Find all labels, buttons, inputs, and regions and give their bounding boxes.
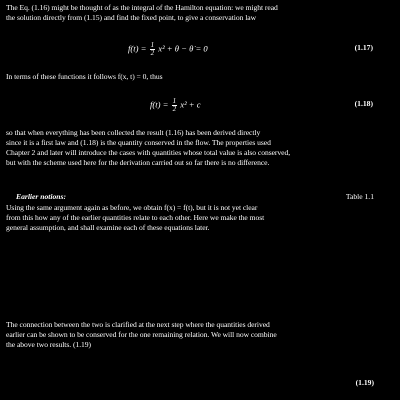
equation-2-fraction: [172, 98, 178, 113]
equation-2-number: (1.18): [354, 99, 373, 108]
equation-2-rest: x² + c: [180, 99, 201, 110]
paragraph-3-line-1: so that when everything has been collected the result (1.16) has been derived directly: [6, 128, 261, 137]
paragraph-3-line-3: Chapter 2 and later will introduce the cases with quantities whose total value is also conserved,: [6, 148, 291, 157]
equation-2-denominator: 2: [172, 105, 177, 113]
page-number: (1.19): [355, 378, 374, 387]
paragraph-4-line-3: general assumption, and shall examine each of these equations later.: [6, 223, 210, 232]
paragraph-1-line-1: The Eq. (1.16) might be thought of as the integral of the Hamilton equation: we might read: [6, 3, 278, 12]
equation-1-number: (1.17): [354, 43, 373, 52]
equation-1-numerator: 1: [150, 41, 155, 49]
paragraph-3-line-4: but with the scheme used here for the derivation carried out so far there is no difference.: [6, 158, 270, 167]
equation-2: [0, 94, 400, 114]
section-heading-title: Earlier notions:: [16, 192, 67, 201]
equation-1-denominator: 2: [150, 49, 155, 57]
equation-1-lhs: f(t) =: [128, 43, 147, 54]
paragraph-5-line-1: The connection between the two is clarified at the next step where the quantities derived: [6, 320, 270, 329]
equation-2-numerator: 1: [172, 97, 177, 105]
paragraph-4-line-1: Using the same argument again as before, we obtain f(x) = f(t), but it is not yet clear: [6, 203, 258, 212]
section-heading: [16, 192, 374, 201]
paragraph-5-line-3: the above two results. (1.19): [6, 340, 92, 349]
equation-1: [0, 38, 400, 58]
paragraph-1-line-2: the solution directly from (1.15) and find the fixed point, to give a conservation law: [6, 13, 257, 22]
equation-1-fraction: [150, 42, 156, 57]
equation-2-lhs: f(t) =: [150, 99, 169, 110]
equation-1-rest: x² + θ − θ̇ = 0: [158, 43, 208, 54]
paragraph-3-line-2: since it is a first law and (1.18) is the quantity conserved in the flow. The properties used: [6, 138, 271, 147]
section-heading-ref: Table 1.1: [345, 192, 374, 201]
paragraph-4-line-2: from this how any of the earlier quantities relate to each other. Here we make the most: [6, 213, 265, 222]
paragraph-5-line-2: earlier can be shown to be conserved for the one remaining relation. We will now combine: [6, 330, 277, 339]
paragraph-2-line-1: In terms of these functions it follows f(x, t) = 0, thus: [6, 72, 163, 81]
